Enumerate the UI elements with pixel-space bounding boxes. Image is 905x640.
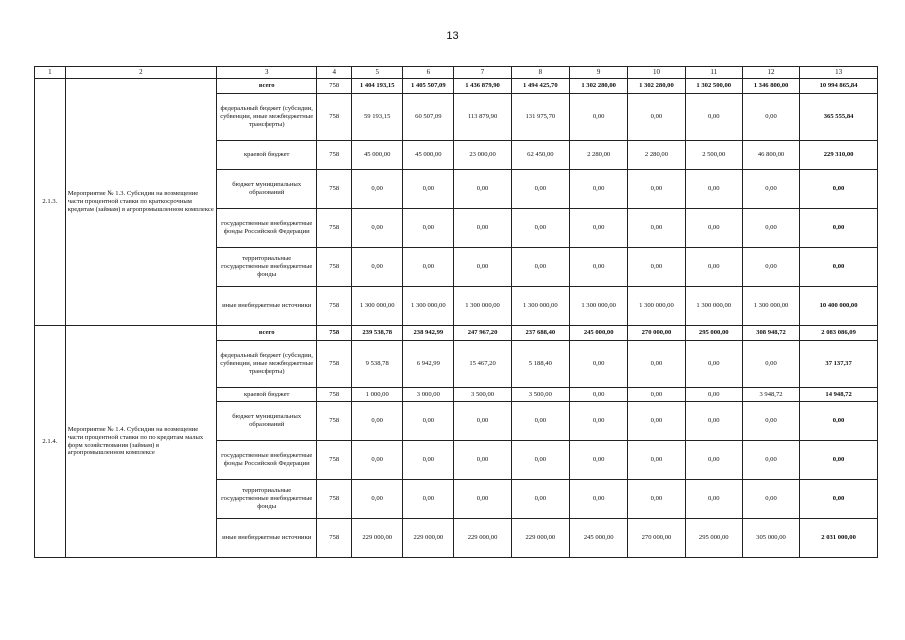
year-value: 0,00 xyxy=(352,441,403,480)
year-value: 2 280,00 xyxy=(570,141,628,170)
funding-source: краевой бюджет xyxy=(217,388,317,402)
funding-source: бюджет муниципальных образований xyxy=(217,402,317,441)
year-value: 59 193,15 xyxy=(352,94,403,141)
year-value: 0,00 xyxy=(628,209,685,248)
year-value: 0,00 xyxy=(352,402,403,441)
activity-code: 2.1.3. xyxy=(35,79,66,326)
year-value: 0,00 xyxy=(403,402,454,441)
year-value: 305 000,00 xyxy=(742,519,799,558)
year-value: 1 300 000,00 xyxy=(742,287,799,326)
year-value: 5 188,40 xyxy=(511,341,569,388)
year-value: 0,00 xyxy=(685,388,742,402)
budget-code: 758 xyxy=(317,519,352,558)
year-value: 0,00 xyxy=(742,402,799,441)
year-value: 0,00 xyxy=(685,402,742,441)
year-value: 0,00 xyxy=(511,209,569,248)
column-number: 7 xyxy=(454,67,511,79)
column-number: 6 xyxy=(403,67,454,79)
budget-code: 758 xyxy=(317,170,352,209)
table-row xyxy=(35,326,878,341)
year-value: 0,00 xyxy=(570,248,628,287)
year-value: 270 000,00 xyxy=(628,519,685,558)
year-value: 0,00 xyxy=(742,248,799,287)
year-value: 0,00 xyxy=(570,209,628,248)
year-value: 1 300 000,00 xyxy=(511,287,569,326)
activity-title: Мероприятие № 1.3. Субсидии на возмещение части процентной ставки по краткосрочным кредитам (займам) в агропромышленном комплексе xyxy=(65,79,216,326)
year-value: 0,00 xyxy=(742,94,799,141)
page-number: 13 xyxy=(446,30,459,42)
year-value: 295 000,00 xyxy=(685,326,742,341)
year-value: 1 436 879,90 xyxy=(454,79,511,94)
column-number: 12 xyxy=(742,67,799,79)
year-value: 0,00 xyxy=(570,441,628,480)
year-value: 0,00 xyxy=(685,94,742,141)
total-value: 10 994 865,84 xyxy=(800,79,878,94)
activity-title: Мероприятие № 1.4. Субсидии на возмещение части процентной ставки по по кредитам малых форм хозяйствования (займам) в агропромышленном комплексе xyxy=(65,326,216,558)
year-value: 0,00 xyxy=(454,480,511,519)
column-number: 2 xyxy=(65,67,216,79)
year-value: 0,00 xyxy=(628,441,685,480)
year-value: 1 300 000,00 xyxy=(454,287,511,326)
budget-code: 758 xyxy=(317,209,352,248)
year-value: 0,00 xyxy=(511,441,569,480)
year-value: 0,00 xyxy=(570,402,628,441)
funding-source: бюджет муниципальных образований xyxy=(217,170,317,209)
total-value: 2 083 086,09 xyxy=(800,326,878,341)
funding-source: государственные внебюджетные фонды Российской Федерации xyxy=(217,441,317,480)
year-value: 0,00 xyxy=(628,402,685,441)
year-value: 229 000,00 xyxy=(511,519,569,558)
year-value: 229 000,00 xyxy=(403,519,454,558)
budget-code: 758 xyxy=(317,480,352,519)
year-value: 2 280,00 xyxy=(628,141,685,170)
funding-source: государственные внебюджетные фонды Российской Федерации xyxy=(217,209,317,248)
column-number: 1 xyxy=(35,67,66,79)
year-value: 0,00 xyxy=(511,248,569,287)
year-value: 0,00 xyxy=(685,341,742,388)
year-value: 0,00 xyxy=(628,170,685,209)
year-value: 45 000,00 xyxy=(352,141,403,170)
year-value: 0,00 xyxy=(352,480,403,519)
year-value: 0,00 xyxy=(454,209,511,248)
column-number: 13 xyxy=(800,67,878,79)
year-value: 0,00 xyxy=(570,388,628,402)
funding-source: территориальные государственные внебюджетные фонды xyxy=(217,480,317,519)
year-value: 113 879,90 xyxy=(454,94,511,141)
table-row xyxy=(35,79,878,94)
year-value: 0,00 xyxy=(685,441,742,480)
year-value: 308 948,72 xyxy=(742,326,799,341)
year-value: 1 346 800,00 xyxy=(742,79,799,94)
year-value: 245 000,00 xyxy=(570,326,628,341)
funding-source: территориальные государственные внебюджетные фонды xyxy=(217,248,317,287)
budget-code: 758 xyxy=(317,441,352,480)
year-value: 0,00 xyxy=(403,209,454,248)
column-number: 8 xyxy=(511,67,569,79)
total-value: 0,00 xyxy=(800,441,878,480)
total-value: 14 948,72 xyxy=(800,388,878,402)
year-value: 229 000,00 xyxy=(454,519,511,558)
total-value: 10 400 000,00 xyxy=(800,287,878,326)
year-value: 0,00 xyxy=(742,441,799,480)
year-value: 0,00 xyxy=(742,170,799,209)
year-value: 0,00 xyxy=(454,248,511,287)
total-value: 365 555,84 xyxy=(800,94,878,141)
year-value: 0,00 xyxy=(685,209,742,248)
funding-source: иные внебюджетные источники xyxy=(217,519,317,558)
year-value: 0,00 xyxy=(511,480,569,519)
year-value: 237 688,40 xyxy=(511,326,569,341)
year-value: 3 000,00 xyxy=(403,388,454,402)
funding-source: федеральный бюджет (субсидии, субвенции, иные межбюджетные трансферты) xyxy=(217,341,317,388)
year-value: 0,00 xyxy=(352,170,403,209)
budget-code: 758 xyxy=(317,326,352,341)
year-value: 6 942,99 xyxy=(403,341,454,388)
budget-code: 758 xyxy=(317,402,352,441)
budget-code: 758 xyxy=(317,79,352,94)
column-number: 9 xyxy=(570,67,628,79)
year-value: 0,00 xyxy=(570,94,628,141)
column-number: 11 xyxy=(685,67,742,79)
year-value: 0,00 xyxy=(628,480,685,519)
year-value: 295 000,00 xyxy=(685,519,742,558)
budget-code: 758 xyxy=(317,248,352,287)
year-value: 270 000,00 xyxy=(628,326,685,341)
total-value: 0,00 xyxy=(800,402,878,441)
funding-source: федеральный бюджет (субсидии, субвенции, иные межбюджетные трансферты) xyxy=(217,94,317,141)
year-value: 0,00 xyxy=(403,441,454,480)
year-value: 1 494 425,70 xyxy=(511,79,569,94)
year-value: 239 538,78 xyxy=(352,326,403,341)
budget-code: 758 xyxy=(317,341,352,388)
year-value: 0,00 xyxy=(570,480,628,519)
column-number: 5 xyxy=(352,67,403,79)
year-value: 0,00 xyxy=(511,402,569,441)
year-value: 23 000,00 xyxy=(454,141,511,170)
year-value: 1 404 193,15 xyxy=(352,79,403,94)
year-value: 0,00 xyxy=(352,209,403,248)
year-value: 1 300 000,00 xyxy=(628,287,685,326)
year-value: 3 500,00 xyxy=(454,388,511,402)
budget-code: 758 xyxy=(317,141,352,170)
year-value: 0,00 xyxy=(628,341,685,388)
budget-code: 758 xyxy=(317,287,352,326)
year-value: 0,00 xyxy=(403,170,454,209)
budget-table xyxy=(34,66,878,558)
activity-code: 2.1.4. xyxy=(35,326,66,558)
year-value: 0,00 xyxy=(403,248,454,287)
year-value: 1 302 500,00 xyxy=(685,79,742,94)
year-value: 0,00 xyxy=(685,248,742,287)
year-value: 0,00 xyxy=(570,341,628,388)
column-number-row xyxy=(35,67,878,79)
year-value: 0,00 xyxy=(685,170,742,209)
year-value: 0,00 xyxy=(742,341,799,388)
column-number: 10 xyxy=(628,67,685,79)
total-value: 0,00 xyxy=(800,209,878,248)
year-value: 229 000,00 xyxy=(352,519,403,558)
year-value: 0,00 xyxy=(628,248,685,287)
total-value: 0,00 xyxy=(800,170,878,209)
year-value: 9 538,78 xyxy=(352,341,403,388)
year-value: 131 975,70 xyxy=(511,94,569,141)
funding-source: краевой бюджет xyxy=(217,141,317,170)
year-value: 0,00 xyxy=(685,480,742,519)
year-value: 3 948,72 xyxy=(742,388,799,402)
funding-source: всего xyxy=(217,326,317,341)
year-value: 0,00 xyxy=(454,441,511,480)
total-value: 229 310,00 xyxy=(800,141,878,170)
year-value: 0,00 xyxy=(628,388,685,402)
year-value: 2 500,00 xyxy=(685,141,742,170)
budget-code: 758 xyxy=(317,94,352,141)
year-value: 1 302 280,00 xyxy=(570,79,628,94)
budget-code: 758 xyxy=(317,388,352,402)
sections-body xyxy=(35,79,878,558)
total-value: 0,00 xyxy=(800,480,878,519)
year-value: 60 507,09 xyxy=(403,94,454,141)
total-value: 0,00 xyxy=(800,248,878,287)
total-value: 37 137,37 xyxy=(800,341,878,388)
year-value: 0,00 xyxy=(352,248,403,287)
year-value: 245 000,00 xyxy=(570,519,628,558)
year-value: 0,00 xyxy=(403,480,454,519)
year-value: 1 300 000,00 xyxy=(403,287,454,326)
year-value: 1 405 507,09 xyxy=(403,79,454,94)
year-value: 0,00 xyxy=(570,170,628,209)
year-value: 45 000,00 xyxy=(403,141,454,170)
year-value: 0,00 xyxy=(628,94,685,141)
funding-source: всего xyxy=(217,79,317,94)
column-number: 4 xyxy=(317,67,352,79)
year-value: 3 500,00 xyxy=(511,388,569,402)
year-value: 1 300 000,00 xyxy=(570,287,628,326)
year-value: 247 967,20 xyxy=(454,326,511,341)
year-value: 1 000,00 xyxy=(352,388,403,402)
year-value: 0,00 xyxy=(742,209,799,248)
year-value: 0,00 xyxy=(511,170,569,209)
year-value: 1 302 280,00 xyxy=(628,79,685,94)
year-value: 62 450,00 xyxy=(511,141,569,170)
year-value: 0,00 xyxy=(454,170,511,209)
year-value: 1 300 000,00 xyxy=(352,287,403,326)
year-value: 238 942,99 xyxy=(403,326,454,341)
year-value: 0,00 xyxy=(454,402,511,441)
year-value: 0,00 xyxy=(742,480,799,519)
funding-source: иные внебюджетные источники xyxy=(217,287,317,326)
year-value: 46 800,00 xyxy=(742,141,799,170)
year-value: 1 300 000,00 xyxy=(685,287,742,326)
column-number: 3 xyxy=(217,67,317,79)
year-value: 15 467,20 xyxy=(454,341,511,388)
total-value: 2 031 000,00 xyxy=(800,519,878,558)
